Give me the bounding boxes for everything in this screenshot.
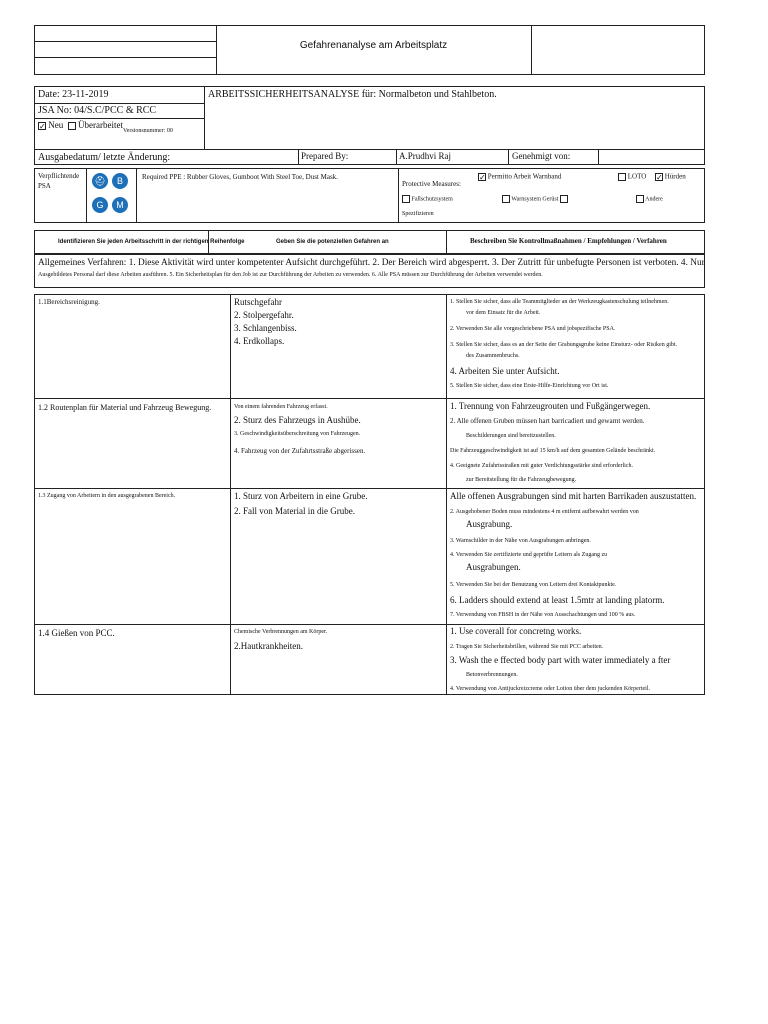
row1-hazard-3: 3. Schlangenbiss. xyxy=(234,323,297,333)
ppe-label-1: Verpflichtende xyxy=(38,172,80,180)
loto-checkbox[interactable] xyxy=(618,173,626,181)
prepared-by-name: A.Prudhvi Raj xyxy=(399,151,452,161)
row1-hazard-1: Rutschgefahr xyxy=(234,297,282,307)
info-divider-4 xyxy=(508,149,509,165)
column-header-hazards: Geben Sie die potenziellen Gefahren an xyxy=(276,239,389,245)
info-divider xyxy=(204,86,205,149)
page-title: Gefahrenanalyse am Arbeitsplatz xyxy=(299,40,448,51)
gloves-icon: G xyxy=(92,197,108,213)
info-rule-2 xyxy=(34,118,204,119)
row2-control-6: zur Bereitstellung für die Fahrzeugbewegung. xyxy=(466,477,577,483)
protective-label: Protective Measures: xyxy=(402,180,461,188)
header-divider-right xyxy=(531,25,532,75)
info-divider-2 xyxy=(298,149,299,165)
protective-item-andere: Andere xyxy=(636,195,663,203)
row4-control-4: Betonverbrennungen. xyxy=(466,672,518,678)
ueberarbeitet-label: Überarbeitet xyxy=(78,120,123,130)
row4-control-1: 1. Use coverall for concretng works. xyxy=(450,626,582,636)
row2-hazard-4: 4. Fahrzeug von der Zufahrtsstraße abgerissen. xyxy=(234,447,366,455)
neu-label: Neu xyxy=(48,120,64,130)
huerden-checkbox[interactable]: ✓ xyxy=(656,173,663,182)
analysis-title: ARBEITSSICHERHEITSANALYSE für: Normalbeton und Stahlbeton. xyxy=(208,89,497,100)
row3-control-7: 5. Verwenden Sie bei der Benutzung von Leitern drei Kontaktpunkte. xyxy=(450,582,617,588)
protective-item-permit: ✓ Permitto Arbeit Warnband xyxy=(479,172,562,182)
andere-checkbox[interactable] xyxy=(636,195,644,203)
header-rule-2 xyxy=(34,57,216,58)
row2-control-4: Die Fahrzeuggeschwindigkeit ist auf 15 km/h auf dem gesamten Gelände beschränkt. xyxy=(450,448,656,454)
row2-hazard-3: 3. Geschwindigkeitsüberschreitung von Fahrzeugen. xyxy=(234,431,361,437)
permit-checkbox[interactable]: ✓ xyxy=(479,173,486,182)
jsa-number: JSA No: 04/S.C/PCC & RCC xyxy=(38,105,157,116)
date-value: Date: 23-11-2019 xyxy=(38,89,109,100)
protective-item-fallschutz: Fallschutzsystem xyxy=(402,195,453,203)
row1-control-4: 3. Stellen Sie sicher, dass es an der Seite der Grabungsgrube keine Einsturz- oder Risiken gibt. xyxy=(450,342,678,348)
genehmigt-label: Genehmigt von: xyxy=(512,151,571,161)
row3-control-3: Ausgrabung. xyxy=(466,519,513,529)
row-rule-1 xyxy=(34,398,705,399)
version-number: Versionsnummer: 00 xyxy=(122,128,173,134)
row1-control-5: des Zusammenbruchs. xyxy=(466,353,520,359)
neu-checkbox[interactable]: ✓ xyxy=(39,121,46,131)
protective-item-loto: LOTO xyxy=(618,173,646,181)
row4-control-5: 4. Verwendung von Antijuckreizcreme oder Lotion über dem juckenden Körperteil. xyxy=(450,686,650,692)
row-rule-2 xyxy=(34,488,705,489)
ppe-divider-2 xyxy=(136,168,137,223)
row1-hazard-4: 4. Erdkollaps. xyxy=(234,336,285,346)
row3-control-6: Ausgrabungen. xyxy=(466,562,521,572)
row1-control-2: vor dem Einsatz für die Arbeit. xyxy=(466,310,541,316)
ausgabedatum-label: Ausgabedatum/ letzte Änderung: xyxy=(38,152,171,163)
row2-control-3: Beschilderungen sind bereitzustellen. xyxy=(466,433,556,439)
row4-control-2: 2. Tragen Sie Sicherheitsbrillen, während Sie mit PCC arbeiten. xyxy=(450,644,604,650)
info-divider-5 xyxy=(598,149,599,165)
row1-control-6: 4. Arbeiten Sie unter Aufsicht. xyxy=(450,366,560,376)
row1-control-7: 5. Stellen Sie sicher, dass eine Erste-Hilfe-Einrichtung vor Ort ist. xyxy=(450,383,609,389)
row3-control-4: 3. Warnschilder in der Nähe von Ausgrabungen anbringen. xyxy=(450,538,591,544)
row4-hazard-2: 2.Hautkrankheiten. xyxy=(234,641,303,651)
warnsystem-checkbox-2[interactable] xyxy=(560,195,568,203)
general-procedure-line-1: Allgemeines Verfahren: 1. Diese Aktivität wird unter kompetenter Aufsicht durchgeführt. 2. Der Bereich wird abgesperrt. 3. Der Zutritt für unbefugte Personen ist verboten. 4. Nur xyxy=(38,258,705,268)
row3-control-5: 4. Verwenden Sie zertifizierte und geprüfte Leitern als Zugang zu xyxy=(450,552,608,558)
info-divider-3 xyxy=(396,149,397,165)
row2-hazard-2: 2. Sturz des Fahrzeugs in Aushübe. xyxy=(234,415,361,425)
row1-control-1: 1. Stellen Sie sicher, dass alle Teammitglieder an der Werkzeugkastenschulung teilnehmen. xyxy=(450,299,669,305)
mask-icon: M xyxy=(112,197,128,213)
boot-icon: B xyxy=(112,173,128,189)
required-ppe: Required PPE : Rubber Gloves, Gumboot With Steel Toe, Dust Mask. xyxy=(142,173,338,181)
row1-control-3: 2. Verwenden Sie alle vorgeschriebene PSA und jobspezifische PSA. xyxy=(450,326,616,332)
row-rule-3 xyxy=(34,624,705,625)
step-1-2: 1.2 Routenplan für Material und Fahrzeug Bewegung. xyxy=(38,403,212,412)
row2-control-5: 4. Geeignete Zufahrtsstraßen mit guter Verdichtungsstärke sind erforderlich. xyxy=(450,463,633,469)
row2-control-1: 1. Trennung von Fahrzeugrouten und Fußgängerwegen. xyxy=(450,401,651,411)
row4-control-3: 3. Wash the e ffected body part with water immediately a fter xyxy=(450,655,671,665)
row3-control-8: 6. Ladders should extend at least 1.5mtr at landing platorm. xyxy=(450,595,665,605)
protective-item-warnsystem: Warnsystem Gerüst xyxy=(502,195,568,203)
version-row xyxy=(38,120,173,134)
info-rule-1 xyxy=(34,103,204,104)
row3-control-1: Alle offenen Ausgrabungen sind mit harten Barrikaden auszustatten. xyxy=(450,491,697,501)
ppe-divider-3 xyxy=(398,168,399,223)
prepared-by-label: Prepared By: xyxy=(301,151,349,161)
step-1-3: 1.3 Zugang von Arbeitern in den ausgegrabenen Bereich. xyxy=(38,493,176,499)
hard-hat-icon: ⛑ xyxy=(92,173,108,189)
row2-hazard-1: Von einem fahrenden Fahrzeug erfasst. xyxy=(234,404,328,410)
info-rule-3 xyxy=(34,149,705,150)
warnsystem-checkbox[interactable] xyxy=(502,195,510,203)
colhead-divider-2 xyxy=(446,230,447,254)
row3-control-2: 2. Ausgehobener Boden muss mindestens 4 m entfernt aufbewahrt werden von xyxy=(450,509,639,515)
column-header-controls: Beschreiben Sie Kontrollmaßnahmen / Empfehlungen / Verfahren xyxy=(470,237,667,245)
row4-hazard-1: Chemische Verbrennungen am Körper. xyxy=(234,629,328,635)
protective-item-huerden: ✓ Hürden xyxy=(656,172,686,182)
row3-hazard-2: 2. Fall von Material in die Grube. xyxy=(234,506,355,516)
row3-hazard-1: 1. Sturz von Arbeitern in eine Grube. xyxy=(234,491,368,501)
table-divider-2 xyxy=(446,294,447,695)
fallschutz-checkbox[interactable] xyxy=(402,195,410,203)
spezifizieren-label: Spezifizieren xyxy=(402,211,434,217)
header-rule-1 xyxy=(34,41,216,42)
step-1-4: 1.4 Gießen von PCC. xyxy=(38,628,115,638)
row1-hazard-2: 2. Stolpergefahr. xyxy=(234,310,294,320)
ueberarbeitet-checkbox[interactable] xyxy=(68,122,76,130)
ppe-box xyxy=(34,168,705,223)
row2-control-2: 2. Alle offenen Gruben müssen hart barricadiert und gewarnt werden. xyxy=(450,417,645,425)
general-procedure-line-2: Ausgebildetes Personal darf diese Arbeiten ausführen. 5. Ein Sicherheitsplan für den Job ist zur Durchführung der Arbeiten zu verwenden. 6. Alle PSA müssen zur Durchführung der Arbeiten verwendet werden. xyxy=(38,272,543,278)
ppe-divider-1 xyxy=(86,168,87,223)
table-divider-1 xyxy=(230,294,231,695)
step-1-1: 1.1Bereichsreinigung. xyxy=(38,298,100,306)
row3-control-9: 7. Verwendung von FBSH in der Nähe von Ausschachtungen und 100 % aus. xyxy=(450,612,636,618)
ppe-label-2: PSA xyxy=(38,182,51,190)
column-header-steps: Identifizieren Sie jeden Arbeitsschritt in der richtigen Reihenfolge xyxy=(58,239,245,245)
